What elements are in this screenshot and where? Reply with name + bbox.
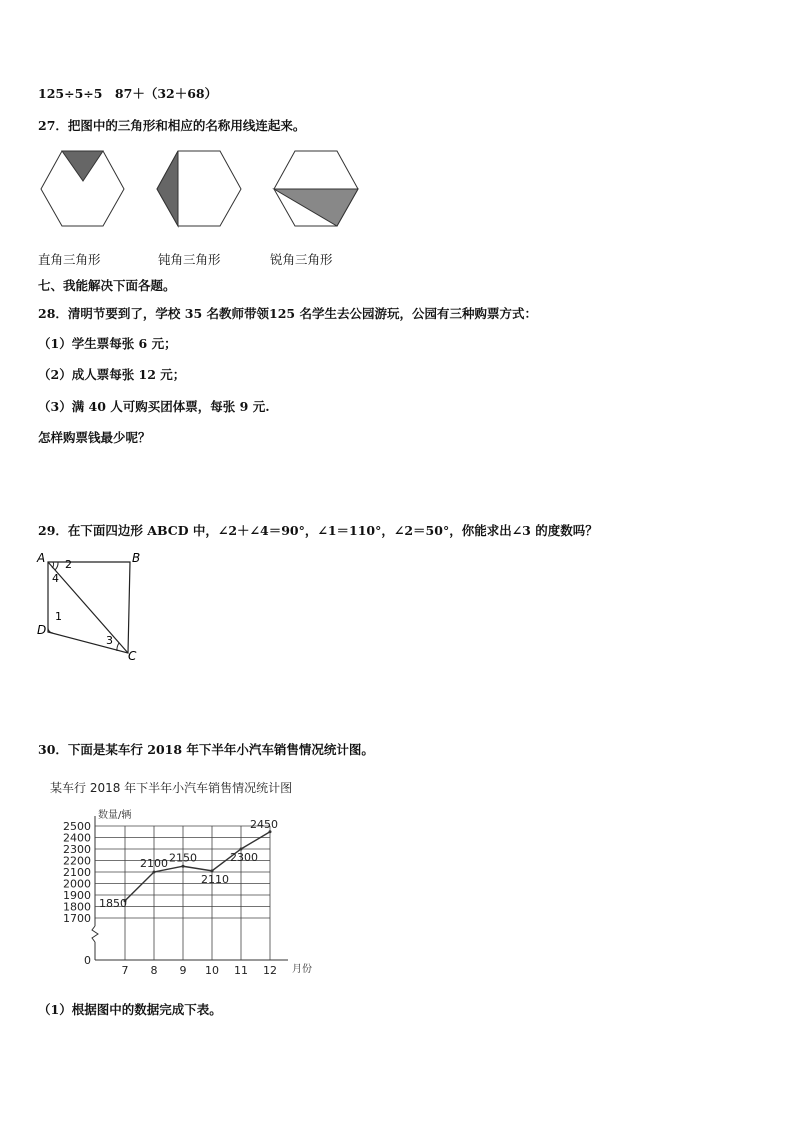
data-point [153, 871, 156, 874]
y-tick-label: 2500 [63, 820, 91, 833]
x-tick-label: 12 [263, 964, 277, 977]
y-tick-label: 2200 [63, 854, 91, 868]
y-tick-label: 1900 [63, 889, 91, 902]
q29-stem: 29．在下面四边形 ABCD 中，∠2＋∠4＝90°，∠1＝110°，∠2＝50°，你能求出∠3 的度数吗？ [38, 523, 598, 538]
q30-sub-1: （1）根据图中的数据完成下表。 [38, 1002, 222, 1017]
x-tick-label: 9 [179, 964, 187, 977]
name-acute-triangle: 锐角三角形 [270, 252, 333, 267]
y-tick-label: 1700 [63, 912, 91, 925]
data-label: 2450 [250, 817, 278, 831]
point-c: C [128, 649, 137, 663]
point-d: D [37, 623, 47, 637]
hexagon-1 [41, 151, 124, 226]
hexagon-2 [157, 151, 241, 226]
y-tick-label: 2400 [63, 831, 91, 845]
angle-4: 4 [52, 572, 59, 585]
x-axis-label: 月份 [292, 964, 312, 975]
q28-option-1: （1）学生票每张 6 元； [38, 336, 177, 351]
y-tick-label: 1800 [63, 900, 91, 914]
data-label: 2100 [140, 857, 168, 870]
y-tick-label: 2100 [63, 866, 91, 879]
x-tick-label: 10 [205, 964, 219, 977]
point-a: A [37, 551, 46, 565]
hexagon-3 [274, 151, 358, 226]
y-axis-label: 数量/辆 [98, 810, 132, 821]
angle-2: 2 [65, 558, 72, 571]
name-right-triangle: 直角三角形 [38, 252, 101, 267]
name-obtuse-triangle: 钝角三角形 [158, 252, 221, 267]
chart-title: 某车行 2018 年下半年小汽车销售情况统计图 [50, 781, 293, 795]
y-tick-label: 2300 [63, 843, 91, 856]
angle-3: 3 [106, 634, 113, 647]
q28-option-2: （2）成人票每张 12 元； [38, 367, 186, 382]
sales-line-chart [50, 800, 380, 980]
x-tick-label: 11 [234, 964, 248, 977]
q27-hexagons [0, 146, 794, 236]
q28-question: 怎样购票钱最少呢？ [38, 430, 151, 445]
angle-1: 1 [55, 610, 62, 623]
q30-stem: 30．下面是某车行 2018 年下半年小汽车销售情况统计图。 [38, 742, 374, 757]
point-b: B [132, 551, 141, 565]
data-label: 2300 [230, 851, 258, 864]
data-label: 2150 [169, 851, 197, 865]
q26-expression: 125÷5÷5 87＋（32＋68） [38, 86, 218, 101]
x-tick-label: 7 [121, 964, 129, 977]
data-point [182, 865, 185, 868]
quadrilateral-abcd [30, 548, 190, 668]
triangle-right [157, 151, 178, 226]
x-tick-label: 8 [150, 964, 158, 977]
data-label: 2110 [201, 872, 229, 886]
q28-option-3: （3）满 40 人可购买团体票，每张 9 元. [38, 399, 270, 414]
y-tick-label: 0 [84, 954, 91, 967]
q27-stem: 27．把图中的三角形和相应的名称用线连起来。 [38, 118, 306, 133]
section-7-heading: 七、我能解决下面各题。 [38, 278, 176, 293]
y-tick-label: 2000 [63, 877, 91, 891]
axis-break [92, 926, 98, 942]
q28-stem: 28．清明节要到了，学校 35 名教师带领125 名学生去公园游玩，公园有三种购票方式： [38, 306, 537, 321]
data-label: 1850 [99, 896, 127, 910]
